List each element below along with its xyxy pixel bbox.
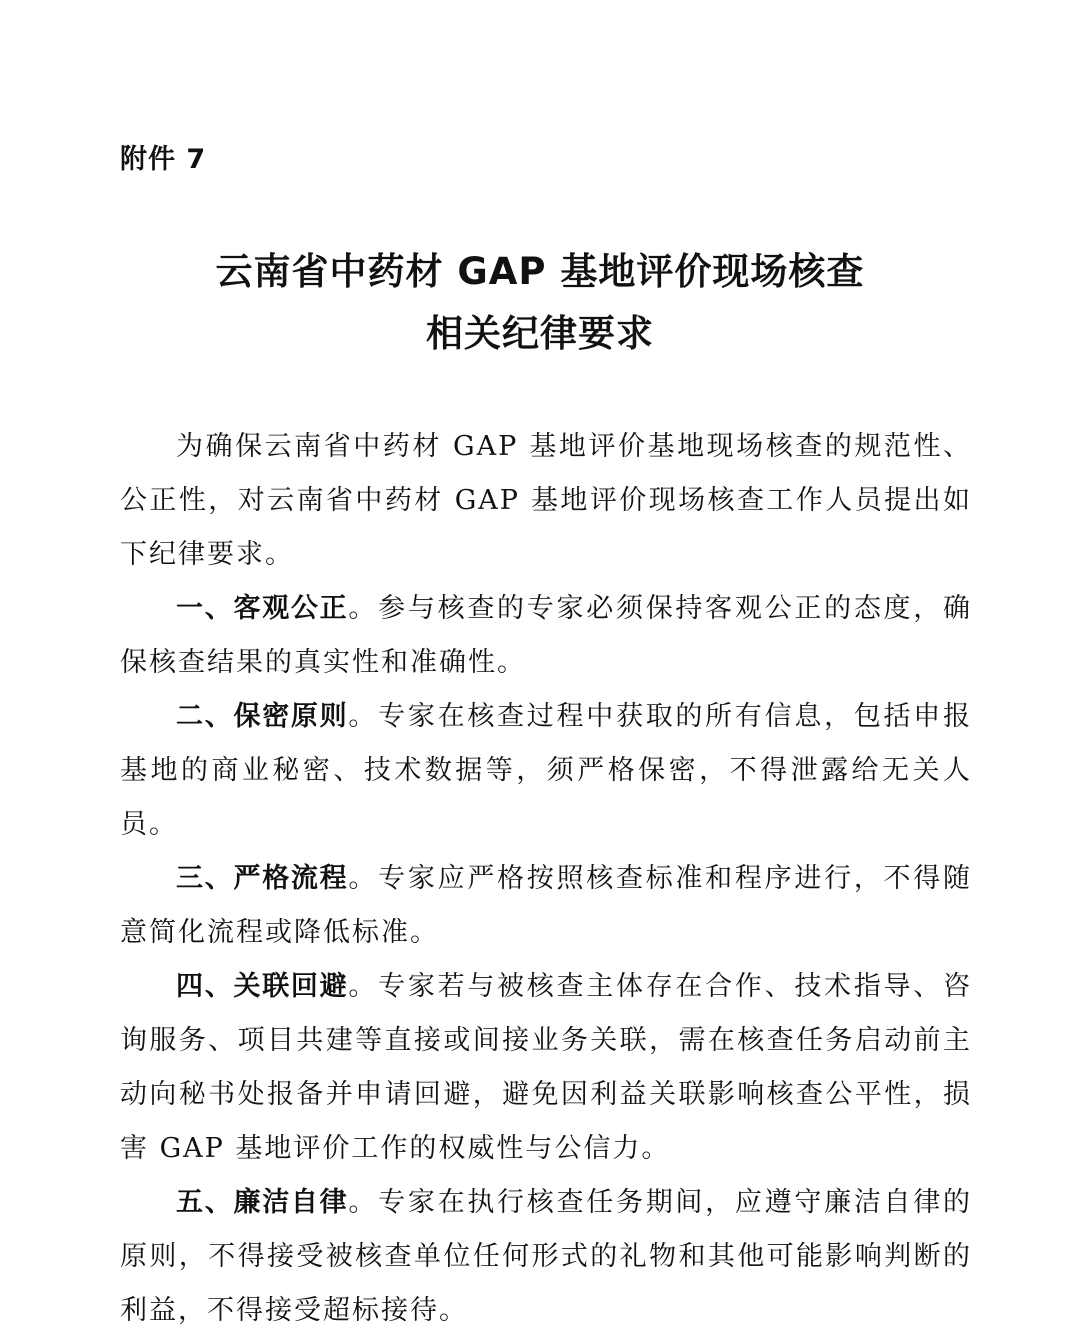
rule-text-3: 。专家应严格按照核查标准和程序进行，不得随意简化流程或降低标准。 xyxy=(120,863,973,948)
rule-heading-4: 四、关联回避 xyxy=(176,971,349,1002)
rule-text-5: 。专家在执行核查任务期间，应遵守廉洁自律的原则，不得接受被核查单位任何形式的礼物和其他可能影响判断的利益，不得接受超标接待。 xyxy=(120,1187,973,1326)
rule-paragraph-1 xyxy=(120,582,972,690)
rule-paragraph-5 xyxy=(120,1176,972,1338)
document-body xyxy=(120,420,972,1338)
rule-paragraph-3 xyxy=(120,852,972,960)
rule-heading-5: 五、廉洁自律 xyxy=(176,1187,349,1218)
rule-text-1: 。参与核查的专家必须保持客观公正的态度，确保核查结果的真实性和准确性。 xyxy=(120,593,973,678)
rule-heading-3: 三、严格流程 xyxy=(176,863,349,894)
intro-paragraph: 为确保云南省中药材 GAP 基地评价基地现场核查的规范性、公正性，对云南省中药材 GAP 基地评价现场核查工作人员提出如下纪律要求。 xyxy=(120,431,972,570)
rule-text-2: 。专家在核查过程中获取的所有信息，包括申报基地的商业秘密、技术数据等，须严格保密，不得泄露给无关人员。 xyxy=(120,701,973,840)
rule-heading-1: 一、客观公正 xyxy=(176,593,349,624)
rule-text-4: 。专家若与被核查主体存在合作、技术指导、咨询服务、项目共建等直接或间接业务关联，需在核查任务启动前主动向秘书处报备并申请回避，避免因利益关联影响核查公平性，损害 GAP 基地评价工作的权威性与公信力。 xyxy=(120,971,973,1164)
rule-paragraph-4 xyxy=(120,960,972,1176)
rule-heading-2: 二、保密原则 xyxy=(176,701,349,732)
document-title-line-2: 相关纪律要求 xyxy=(426,312,654,355)
document-title-line-1: 云南省中药材 GAP 基地评价现场核查 xyxy=(215,250,865,293)
rule-paragraph-2 xyxy=(120,690,972,852)
attachment-label: 附件 7 xyxy=(120,144,207,175)
